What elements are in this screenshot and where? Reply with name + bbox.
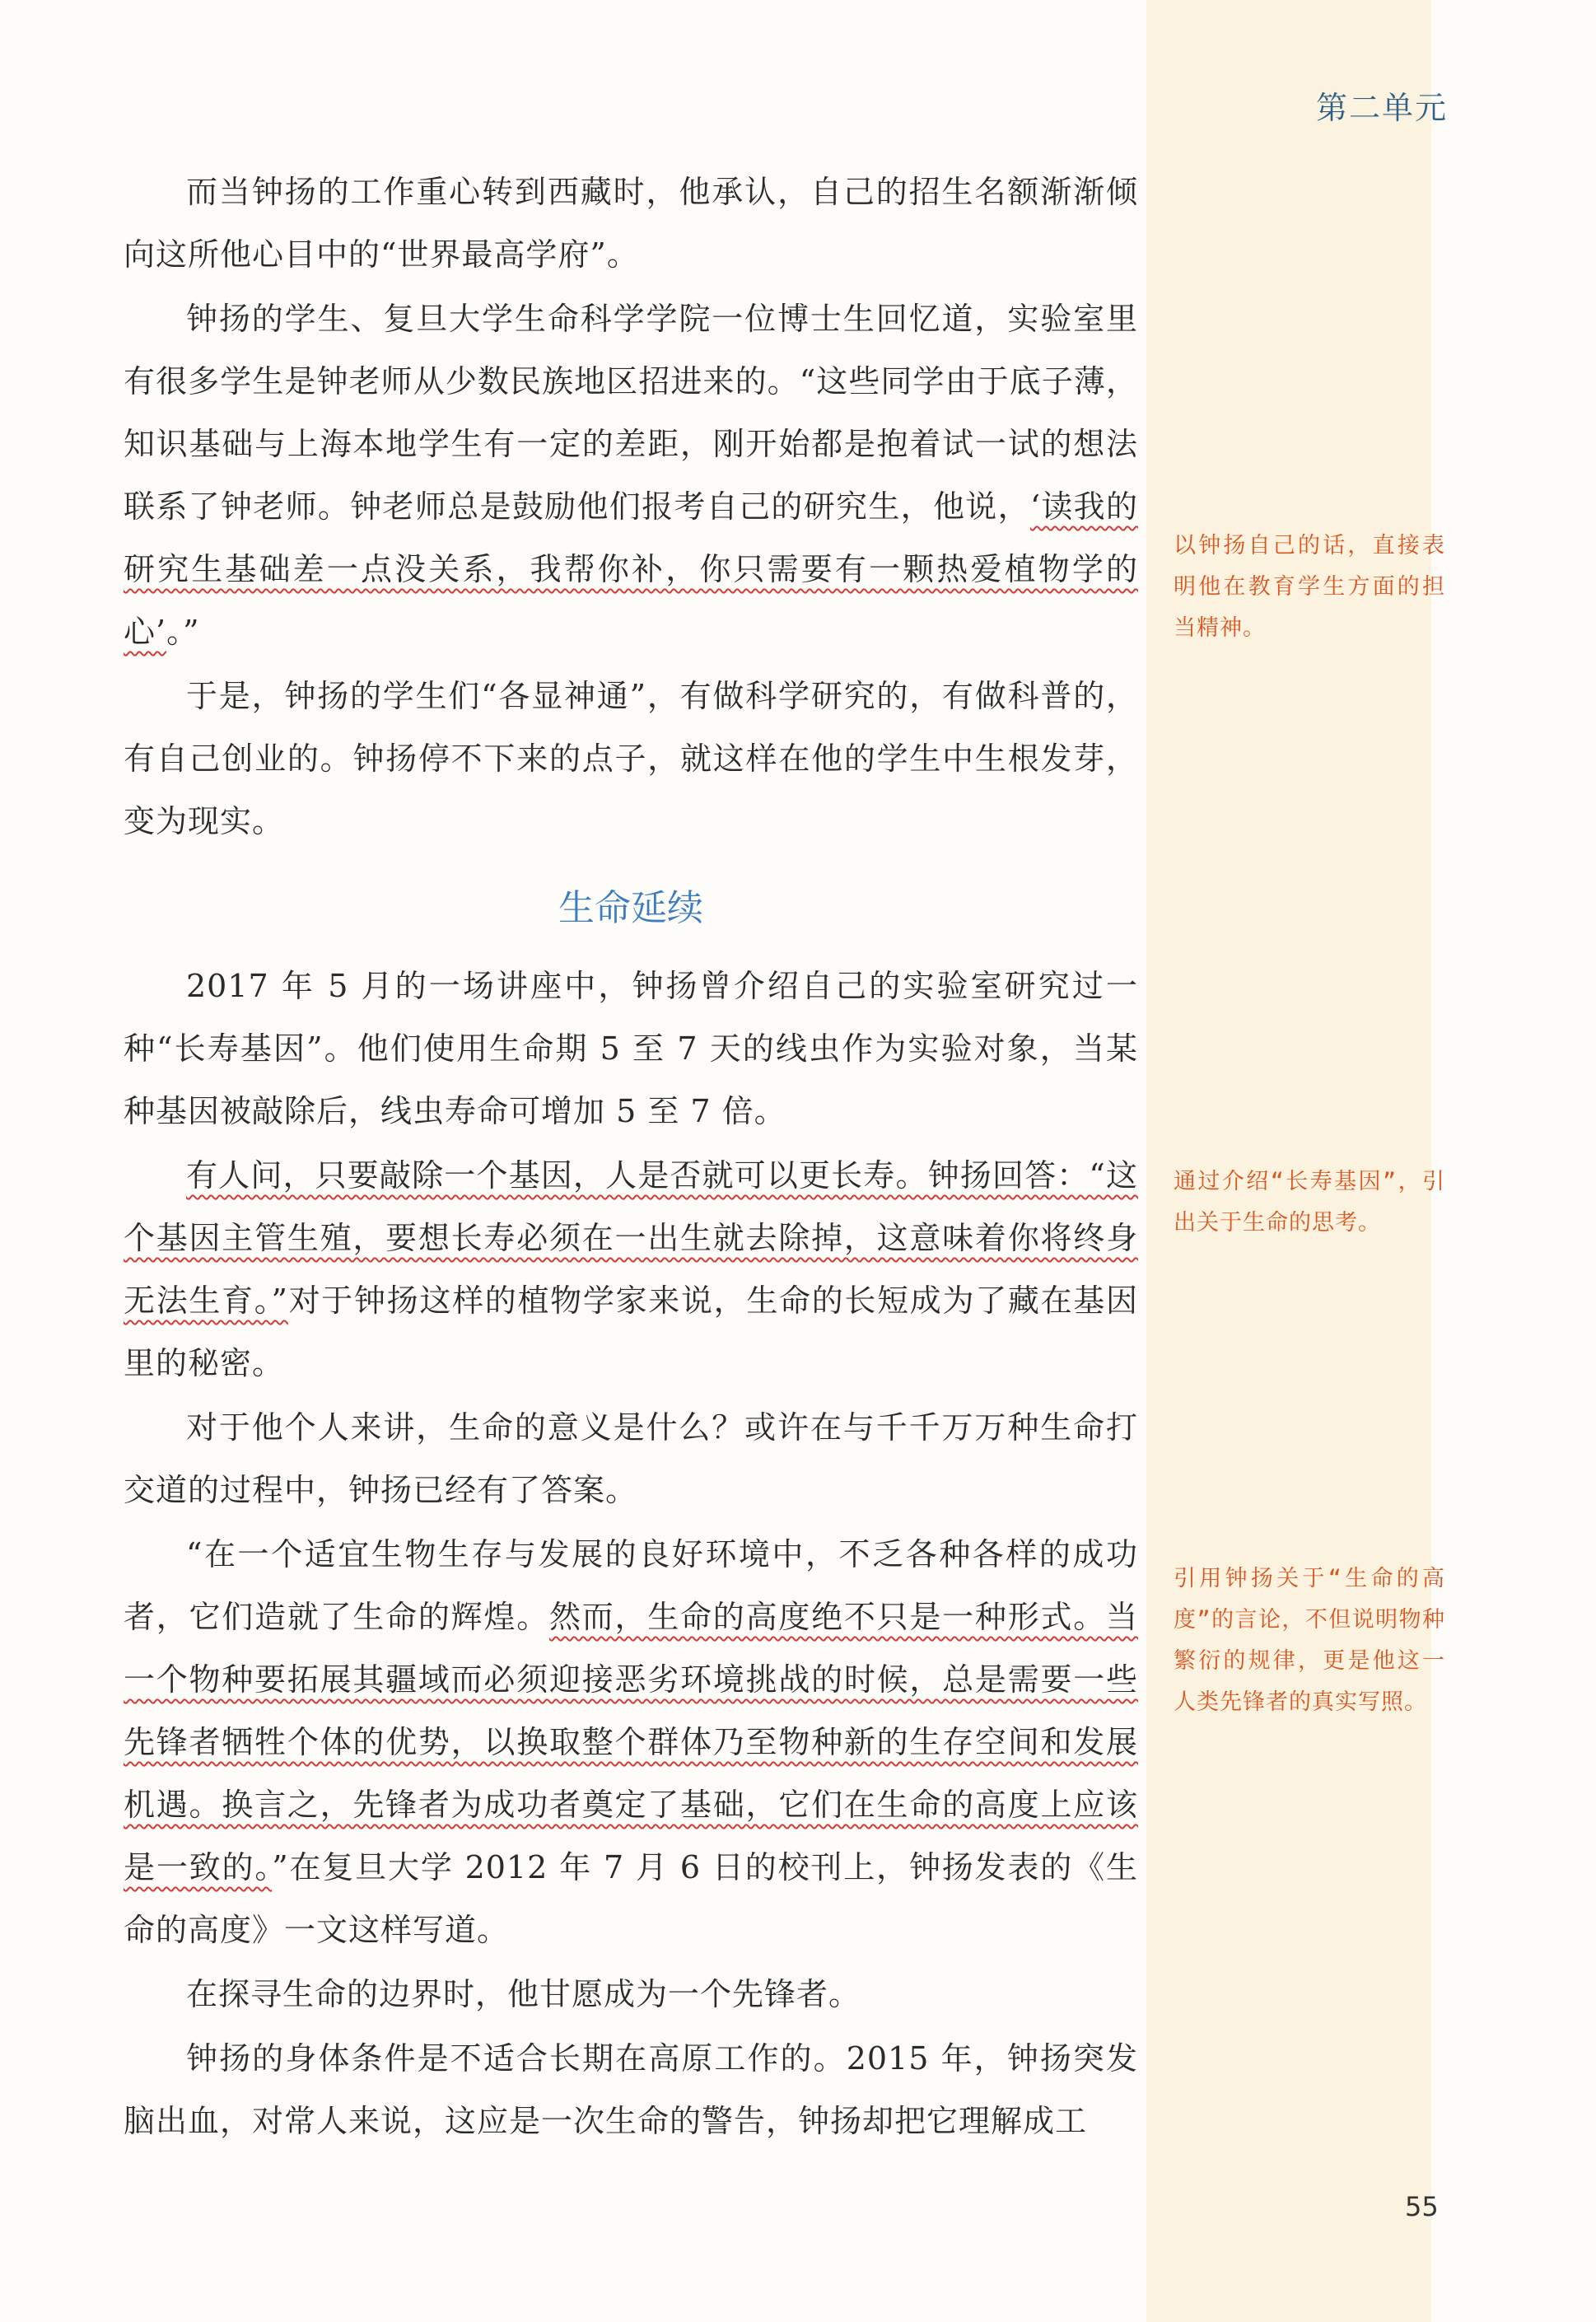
paragraph-7-text-a: “在一个适宜生物生存与发展的良好环境中，不乏各种各样的成功者，它们造就了生命的辉煌。 — [124, 1536, 1138, 1635]
paragraph-2-underlined-quote: ‘读我的研究生基础差一点没关系，我帮你补，你只需要有一颗热爱植物学的心’ — [124, 488, 1138, 650]
section-heading: 生命延续 — [558, 887, 703, 929]
paragraph-7 — [124, 1523, 1138, 1961]
paragraph-5 — [124, 1144, 1138, 1395]
paragraph-7-text-b: ”在复旦大学 2012 年 7 月 6 日的校刊上，钟扬发表的《生命的高度》一文这样写道。 — [124, 1849, 1138, 1948]
paragraph-2 — [124, 287, 1138, 663]
paragraph-5-underlined-quote: 有人问，只要敲除一个基因，人是否就可以更长寿。钟扬回答：“这个基因主管生殖，要想长寿必须在一出生就去除掉，这意味着你将终身无法生育。” — [124, 1157, 1138, 1319]
main-text-column — [124, 161, 1138, 2152]
margin-note-3: 引用钟扬关于“生命的高度”的言论，不但说明物种繁衍的规律，更是他这一人类先锋者的真实写照。 — [1174, 1566, 1445, 1715]
page-number: 55 — [1405, 2191, 1439, 2222]
paragraph-4: 2017 年 5 月的一场讲座中，钟扬曾介绍自己的实验室研究过一种“长寿基因”。他们使用生命期 5 至 7 天的线虫作为实验对象，当某种基因被敲除后，线虫寿命可增加 5 至 7 倍。 — [124, 968, 1138, 1129]
unit-label: 第二单元 — [1315, 90, 1448, 126]
paragraph-2-text-b: 。” — [166, 614, 200, 650]
paragraph-3: 于是，钟扬的学生们“各显神通”，有做科学研究的，有做科普的，有自己创业的。钟扬停不下来的点子，就这样在他的学生中生根发芽，变为现实。 — [124, 678, 1138, 839]
paragraph-1: 而当钟扬的工作重心转到西藏时，他承认，自己的招生名额渐渐倾向这所他心目中的“世界最高学府”。 — [124, 174, 1138, 273]
paragraph-9: 钟扬的身体条件是不适合长期在高原工作的。2015 年，钟扬突发脑出血，对常人来说，这应是一次生命的警告，钟扬却把它理解成工 — [124, 2040, 1138, 2139]
margin-note-2: 通过介绍“长寿基因”，引出关于生命的思考。 — [1174, 1169, 1445, 1236]
paragraph-6: 对于他个人来讲，生命的意义是什么？或许在与千千万万种生命打交道的过程中，钟扬已经有了答案。 — [124, 1409, 1138, 1508]
paragraph-8: 在探寻生命的边界时，他甘愿成为一个先锋者。 — [186, 1976, 861, 2012]
paragraph-7-underlined-quote: 然而，生命的高度绝不只是一种形式。当一个物种要拓展其疆域而必须迎接恶劣环境挑战的时候，总是需要一些先锋者牺牲个体的优势，以换取整个群体乃至物种新的生存空间和发展机遇。换言之，先锋者为成功者奠定了基础，它们在生命的高度上应该是一致的。 — [124, 1599, 1138, 1885]
paragraph-2-text-a: 钟扬的学生、复旦大学生命科学学院一位博士生回忆道，实验室里有很多学生是钟老师从少数民族地区招进来的。“这些同学由于底子薄，知识基础与上海本地学生有一定的差距，刚开始都是抱着试一试的想法联系了钟老师。钟老师总是鼓励他们报考自己的研究生，他说， — [124, 301, 1138, 525]
margin-note-1: 以钟扬自己的话，直接表明他在教育学生方面的担当精神。 — [1174, 533, 1445, 641]
paragraph-5-text-b: 对于钟扬这样的植物学家来说，生命的长短成为了藏在基因里的秘密。 — [124, 1282, 1138, 1381]
